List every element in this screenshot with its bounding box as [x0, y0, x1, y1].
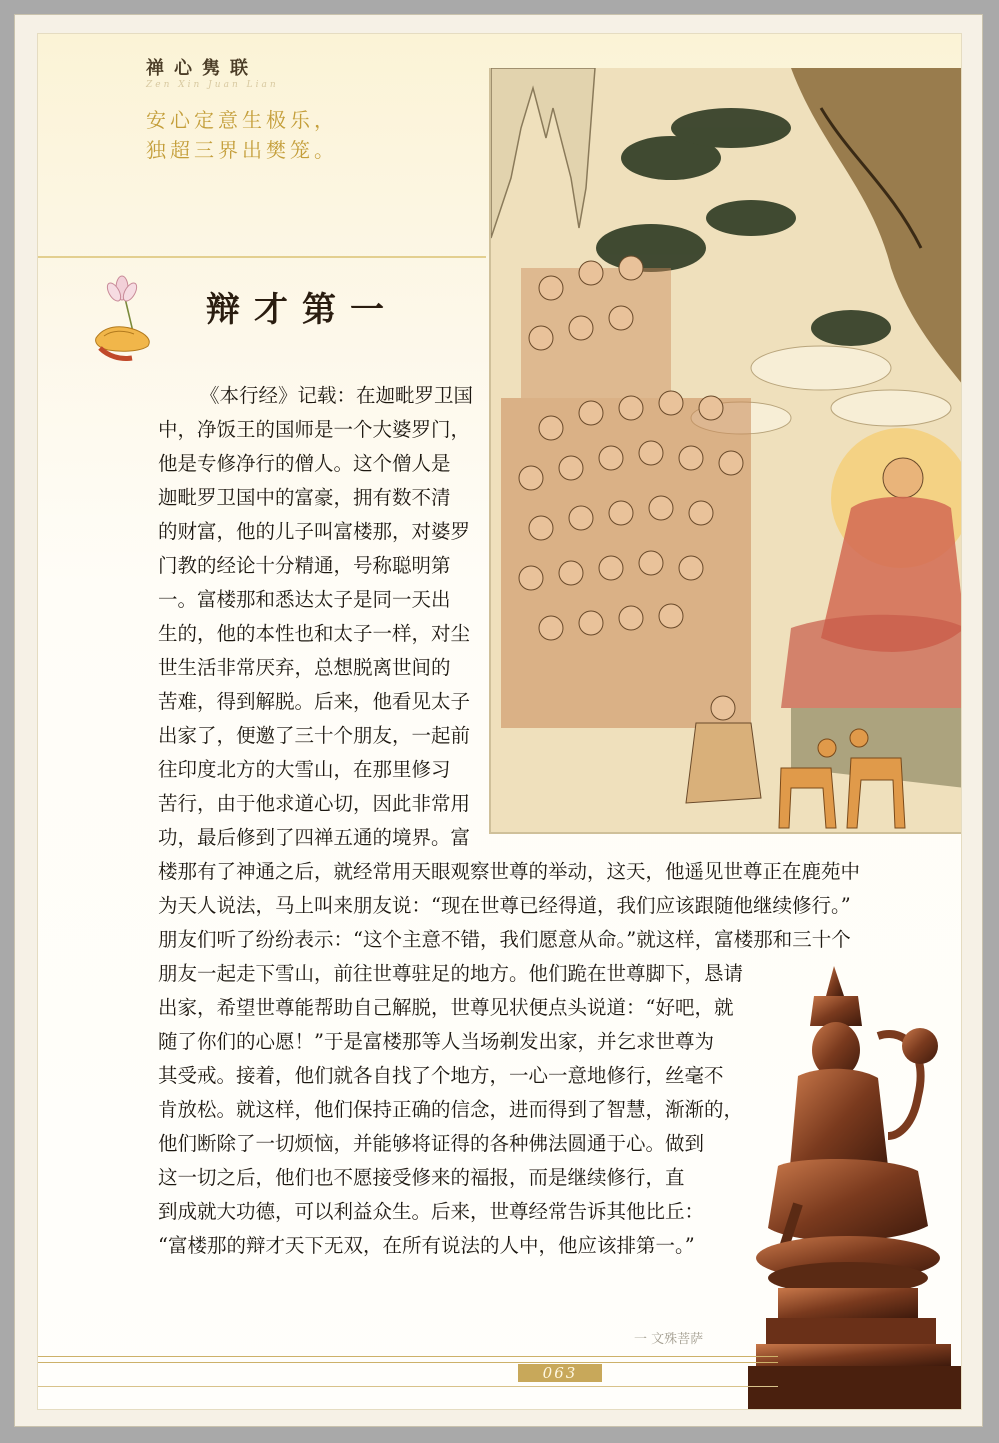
body-line: 这一切之后，他们也不愿接受修来的福报，而是继续修行，直 — [158, 1166, 685, 1189]
manjushri-statue — [738, 966, 962, 1410]
body-line: 肯放松。就这样，他们保持正确的信念，进而得到了智慧，渐渐的， — [158, 1098, 744, 1121]
body-line: 中，净饭王的国师是一个大婆罗门， — [158, 418, 471, 441]
couplet-line-2: 独超三界出樊笼。 — [146, 138, 338, 162]
footer-divider — [38, 1356, 778, 1363]
body-line: 世生活非常厌弃，总想脱离世间的 — [158, 656, 451, 679]
page-number: 063 — [518, 1364, 602, 1382]
body-line: 他们断除了一切烦恼，并能够将证得的各种佛法圆通于心。做到 — [158, 1132, 705, 1155]
couplet-line-1: 安心定意生极乐， — [146, 108, 338, 132]
section-subtitle: Zen Xin Juan Lian — [146, 80, 279, 90]
body-line: 一。富楼那和悉达太子是同一天出 — [158, 588, 451, 611]
page-frame — [14, 14, 983, 1427]
body-line: 到成就大功德，可以利益众生。后来，世尊经常告诉其他比丘： — [158, 1200, 705, 1223]
body-line: 他是专修净行的僧人。这个僧人是 — [158, 452, 451, 475]
body-line: 门教的经论十分精通，号称聪明第 — [158, 554, 451, 577]
body-line: 其受戒。接着，他们就各自找了个地方，一心一意地修行，丝毫不 — [158, 1064, 724, 1087]
body-line: 朋友一起走下雪山，前往世尊驻足的地方。他们跪在世尊脚下，恳请 — [158, 962, 744, 985]
footer-divider-lower — [38, 1386, 778, 1387]
header-divider — [38, 256, 486, 258]
body-line: 为天人说法，马上叫来朋友说：“现在世尊已经得道，我们应该跟随他继续修行。” — [158, 894, 851, 917]
body-line: 迦毗罗卫国中的富豪，拥有数不清 — [158, 486, 451, 509]
section-title: 禅心隽联 — [146, 58, 258, 79]
buddha-preaching-painting — [489, 68, 962, 834]
article-title: 辩才第一 — [206, 290, 398, 330]
body-line: 生的，他的本性也和太子一样，对尘 — [158, 622, 471, 645]
body-line: 苦行，由于他求道心切，因此非常用 — [158, 792, 471, 815]
body-line: 往印度北方的大雪山，在那里修习 — [158, 758, 451, 781]
body-line: 楼那有了神通之后，就经常用天眼观察世尊的举动，这天，他遥见世尊正在鹿苑中 — [158, 860, 861, 883]
body-line: 的财富，他的儿子叫富楼那，对婆罗 — [158, 520, 471, 543]
body-line: 功，最后修到了四禅五通的境界。富 — [158, 826, 471, 849]
page-content — [37, 33, 962, 1410]
body-line: 出家了，便邀了三十个朋友，一起前 — [158, 724, 471, 747]
body-line: 随了你们的心愿！”于是富楼那等人当场剃发出家，并乞求世尊为 — [158, 1030, 714, 1053]
body-line: 朋友们听了纷纷表示：“这个主意不错，我们愿意从命。”就这样，富楼那和三十个 — [158, 928, 851, 951]
statue-caption: 一 文殊菩萨 — [634, 1332, 704, 1347]
body-line: 《本行经》记载：在迦毗罗卫国 — [200, 384, 474, 407]
body-line: “富楼那的辩才天下无双，在所有说法的人中，他应该排第一。” — [158, 1234, 695, 1257]
body-line: 出家，希望世尊能帮助自己解脱，世尊见状便点头说道：“好吧，就 — [158, 996, 734, 1019]
body-line: 苦难，得到解脱。后来，他看见太子 — [158, 690, 471, 713]
lotus-hand-icon — [90, 270, 162, 362]
